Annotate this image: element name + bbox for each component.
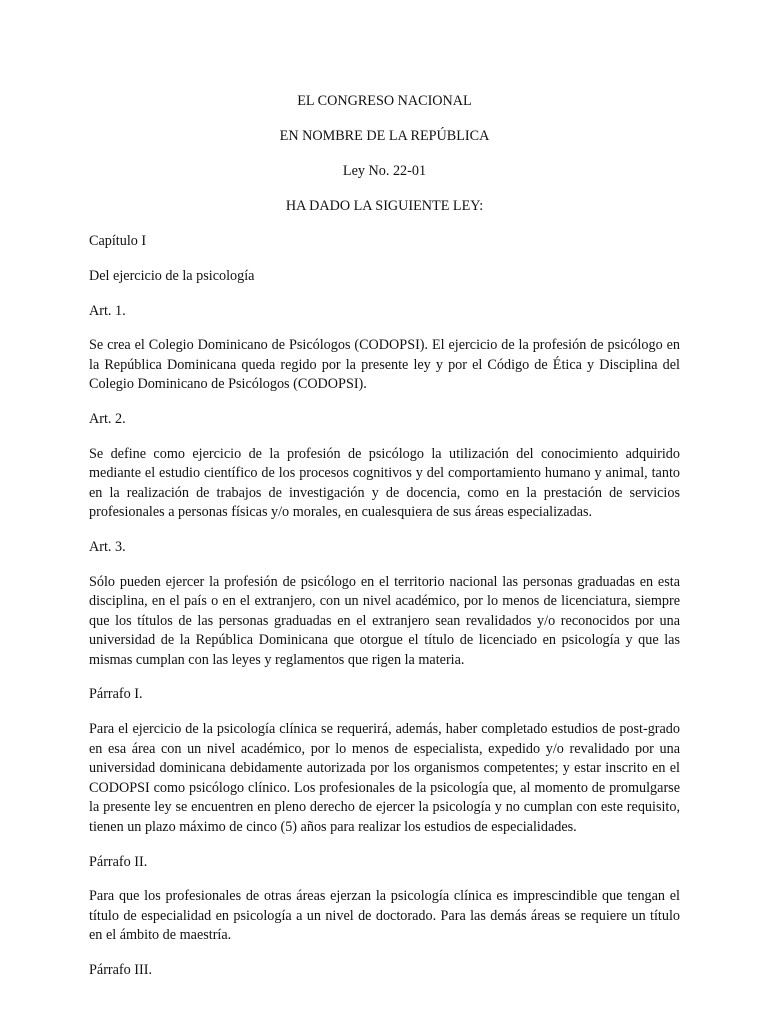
article-1-text: Se crea el Colegio Dominicano de Psicólogos (CODOPSI). El ejercicio de la profesión de psicólogo en la República Dominicana queda regido por la presente ley y por el Código de Ética y Disciplina del Colegio Dominicano de Psicólogos (CODOPSI). [89, 337, 680, 393]
article-2-text: Se define como ejercicio de la profesión de psicólogo la utilización del conocimiento adquirido mediante el estudio científico de los procesos cognitivos y del comportamiento humano y animal, tanto en la realización de trabajos de investigación y de docencia, como en la prestación de servicios profesionales a personas físicas y/o morales, en cualesquiera de sus áreas especializadas. [89, 445, 680, 521]
law-number: Ley No. 22-01 [342, 163, 427, 180]
article-3-heading: Art. 3. [89, 538, 126, 555]
paragraph-1-text: Para el ejercicio de la psicología clínica se requerirá, además, haber completado estudios de post-grado en esa área con un nivel académico, por lo menos de especialista, expedido y/o revalidado por una universidad dominicana debidamente autorizada por los organismos competentes; y estar inscrito en el CODOPSI como psicólogo clínico. Los profesionales de la psicología que, al momento de promulgarse la presente ley se encuentren en pleno derecho de ejercer la psicología y no cumplan con este requisito, tienen un plazo máximo de cinco (5) años para realizar los estudios de especialidades. [89, 721, 680, 836]
article-3-text: Sólo pueden ejercer la profesión de psicólogo en el territorio nacional las personas graduadas en esta disciplina, en el país o en el extranjero, con un nivel académico, por lo menos de licenciatura, siempre que los títulos de las personas graduadas en el extranjero sean revalidados y/o reconocidos por una universidad de la República Dominicana que otorgue el título de licenciado en psicología y que las mismas cumplan con las leyes y reglamentos que rigen la materia. [89, 573, 680, 668]
article-1-heading: Art. 1. [89, 302, 126, 319]
republic-heading: EN NOMBRE DE LA REPÚBLICA [279, 128, 490, 145]
chapter-subtitle: Del ejercicio de la psicología [89, 267, 255, 284]
chapter-heading: Capítulo I [89, 233, 147, 250]
congress-heading: EL CONGRESO NACIONAL [297, 93, 472, 109]
paragraph-2-heading: Párrafo II. [89, 853, 148, 870]
enactment-heading: HA DADO LA SIGUIENTE LEY: [285, 198, 484, 215]
paragraph-2-text: Para que los profesionales de otras áreas ejerzan la psicología clínica es imprescindible que tengan el título de especialidad en psicología a un nivel de doctorado. Para las demás áreas se requiere un título en el ámbito de maestría. [89, 888, 680, 944]
paragraph-1-heading: Párrafo I. [89, 686, 143, 703]
paragraph-3-heading: Párrafo III. [89, 962, 153, 978]
article-2-heading: Art. 2. [89, 410, 126, 427]
